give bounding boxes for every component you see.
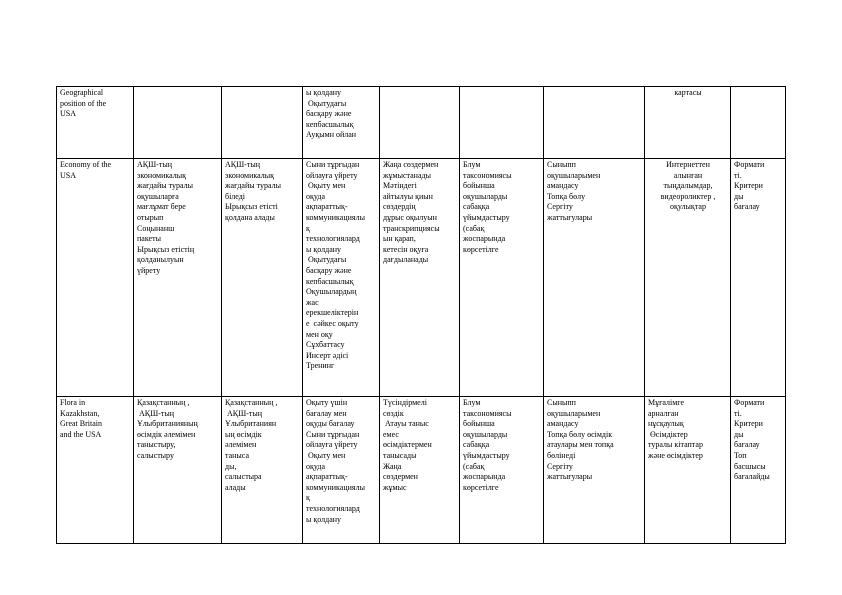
- cell-text-line: position of the: [60, 98, 107, 108]
- cell-text-line: Блум: [463, 160, 481, 169]
- cell-text-line: мен оқу: [306, 329, 333, 339]
- cell-text-line: коммуникациялы: [306, 212, 365, 222]
- cell-text-line: сөздермен: [383, 472, 418, 482]
- resources-cell: [645, 159, 731, 397]
- cell-text-line: таксономиясы: [463, 408, 512, 418]
- cell-text-line: Сыни тұрғыдан: [306, 429, 360, 439]
- cell-text-line: көрсетілге: [463, 482, 499, 492]
- cell-text-line: ті.: [734, 408, 742, 418]
- cell-text-line: дұрыс оқылуын: [383, 212, 437, 222]
- cell-text-line: оқуда: [306, 191, 326, 201]
- table-row: [57, 397, 786, 544]
- cell-text-line: басқару және: [306, 109, 352, 119]
- cell-text-line: айтылуы қиын: [383, 191, 433, 201]
- cell-text-line: амандасу: [547, 419, 579, 429]
- cell-text-line: Критери: [734, 181, 763, 191]
- cell-text-line: Ырықсыз етістің: [137, 244, 195, 254]
- stages-cell: [544, 87, 645, 159]
- cell-text-line: ың өсімдік: [225, 429, 262, 439]
- objectives-cell: [134, 397, 222, 544]
- cell-text-line: Атауы таныс: [383, 419, 429, 429]
- cell-text-line: үйымдастыру: [463, 212, 510, 222]
- cell-text-line: басшысы: [734, 461, 766, 471]
- outcomes-cell: [222, 159, 303, 397]
- assessment-cell: [731, 397, 786, 544]
- cell-text-line: жаттығулары: [547, 212, 593, 222]
- cell-text-line: жағдайы туралы: [137, 181, 194, 191]
- cell-text-line: Ауқымн ойлан: [306, 130, 357, 140]
- cell-text-line: бөлінеді: [547, 450, 576, 460]
- cell-text-line: отырып: [137, 212, 164, 222]
- objectives-cell: [134, 159, 222, 397]
- cell-text-line: бағалау: [734, 440, 760, 450]
- resources-cell: [645, 87, 731, 159]
- cell-text-line: USA: [60, 170, 77, 180]
- cell-text-line: технологиялард: [306, 503, 360, 513]
- cell-text-line: Kazakhstan,: [60, 408, 100, 418]
- cell-text-line: Сергіту: [547, 461, 573, 471]
- cell-text-line: (сабақ: [463, 223, 485, 233]
- cell-text-line: Geographical: [60, 88, 104, 97]
- cell-text-line: кепбасшылық: [306, 276, 354, 286]
- cell-text-line: басқару және: [306, 265, 352, 275]
- cell-text-line: Сұхбаттасу: [306, 340, 345, 350]
- cell-text-line: ойлауға үйрету: [306, 440, 358, 450]
- cell-text-line: ын қарап,: [383, 234, 416, 244]
- cell-text-line: USA: [60, 109, 77, 119]
- cell-text-line: сабаққа: [463, 440, 490, 450]
- cell-text-line: тыңдалымдар,: [663, 181, 713, 191]
- table-row: [57, 87, 786, 159]
- cell-text-line: ды: [734, 191, 744, 201]
- cell-text-line: Оқыту мен: [306, 181, 346, 191]
- cell-text-line: Формати: [734, 160, 765, 169]
- cell-text-line: (сабақ: [463, 461, 485, 471]
- cell-text-line: Сергіту: [547, 202, 573, 212]
- cell-text-line: жұмыс: [383, 482, 407, 492]
- cell-text-line: Түсіндірмелі: [383, 398, 427, 407]
- activities-cell: [380, 87, 460, 159]
- cell-text-line: оқушыларымен: [547, 408, 601, 418]
- cell-text-line: қ: [306, 223, 310, 233]
- cell-text-line: салыстыра: [225, 472, 262, 482]
- cell-text-line: Flora in: [60, 398, 86, 407]
- cell-text-line: ы қолдану: [306, 88, 342, 97]
- cell-text-line: сөздердің: [383, 202, 416, 212]
- cell-text-line: жаттығулары: [547, 472, 593, 482]
- cell-text-line: Economy of the: [60, 160, 112, 169]
- modules-cell: [303, 87, 380, 159]
- cell-text-line: үйымдастыру: [463, 450, 510, 460]
- cell-text-line: видеороликтер ,: [660, 191, 716, 201]
- cell-text-line: бойынша: [463, 181, 495, 191]
- cell-text-line: Жаңа: [383, 461, 402, 471]
- cell-text-line: таныса: [225, 450, 249, 460]
- cell-text-line: АҚШ-тың: [225, 160, 260, 169]
- cell-text-line: Ырықсыз етісті: [225, 202, 278, 212]
- cell-text-line: Мәтіндегі: [383, 181, 417, 191]
- cell-text-line: е сәйкес оқыту: [306, 318, 359, 328]
- cell-text-line: және өсімдіктер: [648, 450, 703, 460]
- cell-text-line: оқулықтар: [670, 202, 706, 212]
- cell-text-line: Оқыту мен: [306, 450, 346, 460]
- cell-text-line: ды,: [225, 461, 237, 471]
- cell-text-line: ақпараттық-: [306, 472, 348, 482]
- organization-cell: [460, 397, 544, 544]
- cell-text-line: Оқушылардың: [306, 287, 357, 297]
- cell-text-line: ерекшеліктерін: [306, 308, 359, 318]
- cell-text-line: көрсетілге: [463, 244, 499, 254]
- cell-text-line: Ұлыбританияның: [137, 419, 198, 429]
- cell-text-line: ды: [734, 429, 744, 439]
- cell-text-line: Сыныпп: [547, 160, 576, 169]
- cell-text-line: картасы: [674, 88, 702, 97]
- cell-text-line: Оқыту үшін: [306, 398, 348, 407]
- cell-text-line: АҚШ-тың: [137, 408, 174, 418]
- cell-text-line: алады: [225, 482, 246, 492]
- cell-text-line: ойлауға үйрету: [306, 170, 358, 180]
- cell-text-line: қ: [306, 493, 310, 503]
- cell-text-line: ы қолдану: [306, 514, 342, 524]
- outcomes-cell: [222, 87, 303, 159]
- cell-text-line: амандасу: [547, 181, 579, 191]
- topic-cell: [57, 397, 134, 544]
- cell-text-line: емес: [383, 429, 399, 439]
- cell-text-line: Жаңа сөздермен: [383, 160, 439, 169]
- cell-text-line: Соңынанш: [137, 223, 175, 233]
- cell-text-line: АҚШ-тың: [137, 160, 172, 169]
- cell-text-line: Өсімдіктер: [648, 429, 688, 439]
- cell-text-line: жас: [306, 297, 319, 307]
- cell-text-line: ті.: [734, 170, 742, 180]
- organization-cell: [460, 159, 544, 397]
- lesson-plan-table: [56, 86, 786, 544]
- stages-cell: [544, 397, 645, 544]
- cell-text-line: жұмыстанады: [383, 170, 431, 180]
- modules-cell: [303, 397, 380, 544]
- cell-text-line: Қазақстанның ,: [137, 398, 190, 407]
- cell-text-line: сабаққа: [463, 202, 490, 212]
- cell-text-line: бағалайды: [734, 472, 770, 482]
- cell-text-line: Қазақстанның ,: [225, 398, 278, 407]
- cell-text-line: оқушыларды: [463, 429, 508, 439]
- assessment-cell: [731, 87, 786, 159]
- cell-text-line: арналған: [648, 408, 679, 418]
- cell-text-line: Блум: [463, 398, 481, 407]
- cell-text-line: бағалау мен: [306, 408, 347, 418]
- cell-text-line: ақпараттық-: [306, 202, 348, 212]
- cell-text-line: Great Britain: [60, 419, 102, 429]
- cell-text-line: Ұлыбританиян: [225, 419, 277, 429]
- activities-cell: [380, 159, 460, 397]
- cell-text-line: транскрипциясы: [383, 223, 440, 233]
- cell-text-line: нұсқаулық: [648, 419, 684, 429]
- cell-text-line: қолдана алады: [225, 212, 275, 222]
- cell-text-line: сөздік: [383, 408, 404, 418]
- cell-text-line: өсімдік әлемімен: [137, 429, 196, 439]
- cell-text-line: өсімдіктермен: [383, 440, 432, 450]
- cell-text-line: Инсерт әдісі: [306, 350, 349, 360]
- topic-cell: [57, 87, 134, 159]
- cell-text-line: қолданылуын: [137, 255, 184, 265]
- table-row: [57, 159, 786, 397]
- cell-text-line: Топқа бөлу: [547, 191, 586, 201]
- cell-text-line: алынған: [673, 170, 703, 180]
- cell-text-line: Топ: [734, 450, 747, 460]
- cell-text-line: экономикалық: [225, 170, 275, 180]
- cell-text-line: әлемімен: [225, 440, 257, 450]
- resources-cell: [645, 397, 731, 544]
- cell-text-line: Мұғалімге: [648, 398, 685, 407]
- cell-text-line: таныстыру,: [137, 440, 176, 450]
- cell-text-line: коммуникациялы: [306, 482, 365, 492]
- cell-text-line: оқуда: [306, 461, 326, 471]
- cell-text-line: Интернеттен: [666, 160, 710, 169]
- cell-text-line: ы қолдану: [306, 244, 342, 254]
- cell-text-line: таксономиясы: [463, 170, 512, 180]
- cell-text-line: жағдайы туралы: [225, 181, 282, 191]
- organization-cell: [460, 87, 544, 159]
- cell-text-line: мағлұмат бере: [137, 202, 186, 212]
- objectives-cell: [134, 87, 222, 159]
- stages-cell: [544, 159, 645, 397]
- cell-text-line: экономикалық: [137, 170, 187, 180]
- cell-text-line: Оқытудағы: [306, 98, 347, 108]
- outcomes-cell: [222, 397, 303, 544]
- cell-text-line: технологиялард: [306, 234, 360, 244]
- cell-text-line: and the USA: [60, 429, 102, 439]
- topic-cell: [57, 159, 134, 397]
- cell-text-line: оқушыларымен: [547, 170, 601, 180]
- cell-text-line: жоспарында: [463, 472, 506, 482]
- cell-text-line: танысады: [383, 450, 417, 460]
- assessment-cell: [731, 159, 786, 397]
- cell-text-line: пакеты: [137, 234, 161, 244]
- cell-text-line: оқуды бағалау: [306, 419, 355, 429]
- cell-text-line: Топқа бөлу өсімдік: [547, 429, 613, 439]
- cell-text-line: үйрету: [137, 265, 161, 275]
- modules-cell: [303, 159, 380, 397]
- cell-text-line: Сыныпп: [547, 398, 576, 407]
- cell-text-line: дағдыланады: [383, 255, 429, 265]
- cell-text-line: Формати: [734, 398, 765, 407]
- cell-text-line: Оқытудағы: [306, 255, 347, 265]
- cell-text-line: туралы кітаптар: [648, 440, 703, 450]
- cell-text-line: кетесін оқуға: [383, 244, 429, 254]
- cell-text-line: АҚШ-тың: [225, 408, 262, 418]
- cell-text-line: жоспарында: [463, 234, 506, 244]
- cell-text-line: оқушыларға: [137, 191, 179, 201]
- cell-text-line: біледі: [225, 191, 246, 201]
- cell-text-line: Сыни тұрғыдан: [306, 160, 360, 169]
- cell-text-line: Тренинг: [306, 361, 335, 371]
- cell-text-line: оқушыларды: [463, 191, 508, 201]
- cell-text-line: бойынша: [463, 419, 495, 429]
- cell-text-line: салыстыру: [137, 450, 174, 460]
- cell-text-line: бағалау: [734, 202, 760, 212]
- activities-cell: [380, 397, 460, 544]
- cell-text-line: Критери: [734, 419, 763, 429]
- cell-text-line: атаулары мен топқа: [547, 440, 614, 450]
- cell-text-line: кепбасшылық: [306, 119, 354, 129]
